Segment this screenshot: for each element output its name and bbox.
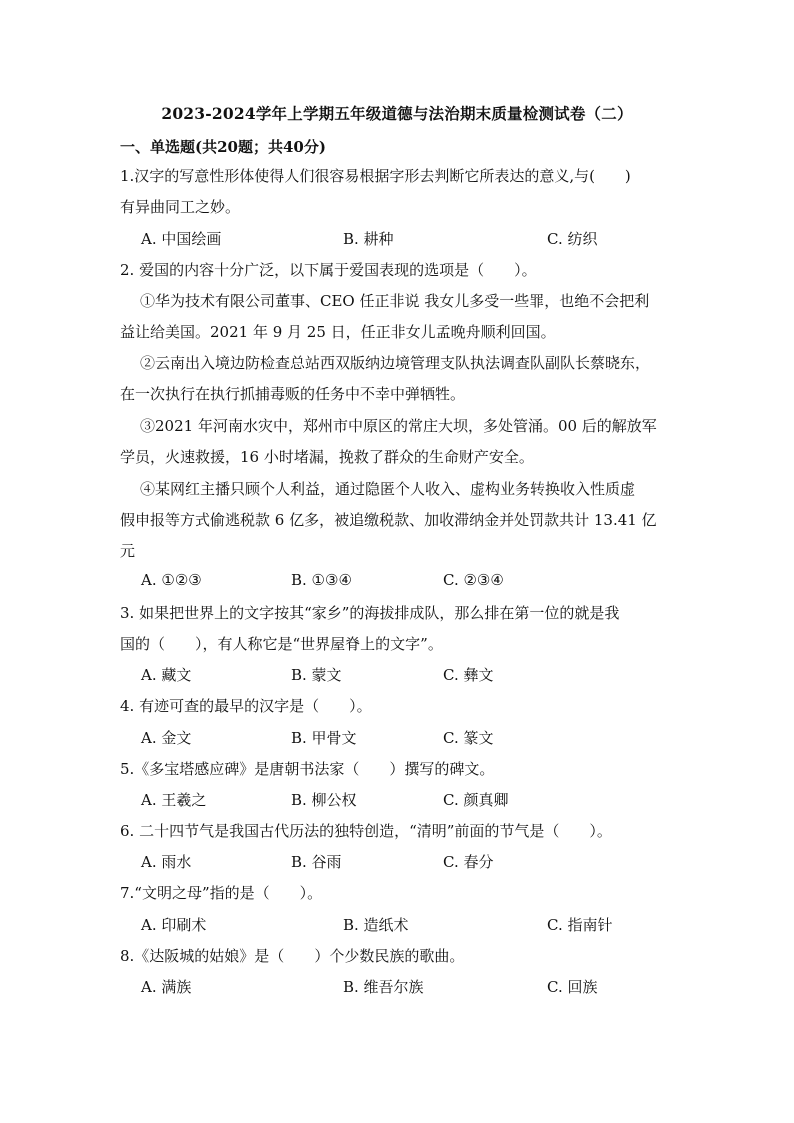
question-2-statement-2-cont: 在一次执行在执行抓捕毒贩的任务中不幸中弹牺牲。 — [120, 385, 466, 403]
question-3-stem-cont: 国的（ ），有人称它是“世界屋脊上的文字”。 — [120, 635, 443, 653]
question-7-stem: 7.“文明之母”指的是（ ）。 — [120, 884, 323, 902]
question-8-stem: 8.《达阪城的姑娘》是（ ）个少数民族的歌曲。 — [120, 947, 465, 965]
question-4-option-a: A. 金文 — [141, 729, 192, 747]
question-4-option-c: C. 篆文 — [443, 729, 494, 747]
question-3-option-c: C. 彝文 — [443, 666, 494, 684]
section-heading: 一、单选题(共20题；共40分) — [120, 138, 326, 156]
question-2-statement-3: ③2021 年河南水灾中，郑州市中原区的常庄大坝，多处管涌。00 后的解放军 — [140, 417, 657, 435]
question-7-option-c: C. 指南针 — [547, 916, 613, 934]
question-7-option-a: A. 印刷术 — [141, 916, 207, 934]
page-title: 2023-2024学年上学期五年级道德与法治期末质量检测试卷（二） — [161, 104, 633, 123]
question-2-statement-3-cont: 学员，火速救援，16 小时堵漏，挽救了群众的生命财产安全。 — [120, 448, 534, 466]
question-2-statement-1-cont: 益让给美国。2021 年 9 月 25 日，任正非女儿孟晚舟顺利回国。 — [120, 323, 556, 341]
question-2-statement-4: ④某网红主播只顾个人利益，通过隐匿个人收入、虚构业务转换收入性质虚 — [140, 480, 636, 498]
question-1-option-b: B. 耕种 — [343, 230, 394, 248]
question-1-option-c: C. 纺织 — [547, 230, 598, 248]
question-2-statement-1: ①华为技术有限公司董事、CEO 任正非说 我女儿多受一些罪，也绝不会把利 — [140, 292, 650, 310]
question-5-option-a: A. 王羲之 — [141, 791, 207, 809]
question-7-option-b: B. 造纸术 — [343, 916, 409, 934]
question-5-option-c: C. 颜真卿 — [443, 791, 509, 809]
question-2-option-c: C. ②③④ — [443, 571, 504, 589]
question-6-option-c: C. 春分 — [443, 853, 494, 871]
question-2-option-b: B. ①③④ — [291, 571, 352, 589]
question-6-option-a: A. 雨水 — [141, 853, 192, 871]
question-2-statement-4-cont: 假申报等方式偷逃税款 6 亿多，被追缴税款、加收滞纳金并处罚款共计 13.41 亿 — [120, 511, 657, 529]
question-8-option-c: C. 回族 — [547, 978, 598, 996]
question-3-option-b: B. 蒙文 — [291, 666, 342, 684]
question-5-option-b: B. 柳公权 — [291, 791, 357, 809]
question-3-stem: 3. 如果把世界上的文字按其“家乡”的海拔排成队，那么排在第一位的就是我 — [120, 604, 620, 622]
question-1-stem: 1.汉字的写意性形体使得人们很容易根据字形去判断它所表达的意义,与( ) — [120, 167, 631, 185]
question-5-stem: 5.《多宝塔感应碑》是唐朝书法家（ ）撰写的碑文。 — [120, 760, 495, 778]
question-2-stem: 2. 爱国的内容十分广泛，以下属于爱国表现的选项是（ ）。 — [120, 261, 537, 279]
question-2-statement-4-end: 元 — [120, 542, 136, 560]
question-3-option-a: A. 藏文 — [141, 666, 192, 684]
question-6-option-b: B. 谷雨 — [291, 853, 342, 871]
question-2-statement-2: ②云南出入境边防检查总站西双版纳边境管理支队执法调查队副队长蔡晓东， — [140, 354, 651, 372]
question-1-stem-cont: 有异曲同工之妙。 — [120, 198, 241, 216]
question-2-option-a: A. ①②③ — [141, 571, 202, 589]
question-8-option-a: A. 满族 — [141, 978, 192, 996]
question-4-option-b: B. 甲骨文 — [291, 729, 357, 747]
question-1-option-a: A. 中国绘画 — [141, 230, 222, 248]
question-4-stem: 4. 有迹可查的最早的汉字是（ ）。 — [120, 697, 372, 715]
question-8-option-b: B. 维吾尔族 — [343, 978, 424, 996]
question-6-stem: 6. 二十四节气是我国古代历法的独特创造，“清明”前面的节气是（ ）。 — [120, 822, 612, 840]
